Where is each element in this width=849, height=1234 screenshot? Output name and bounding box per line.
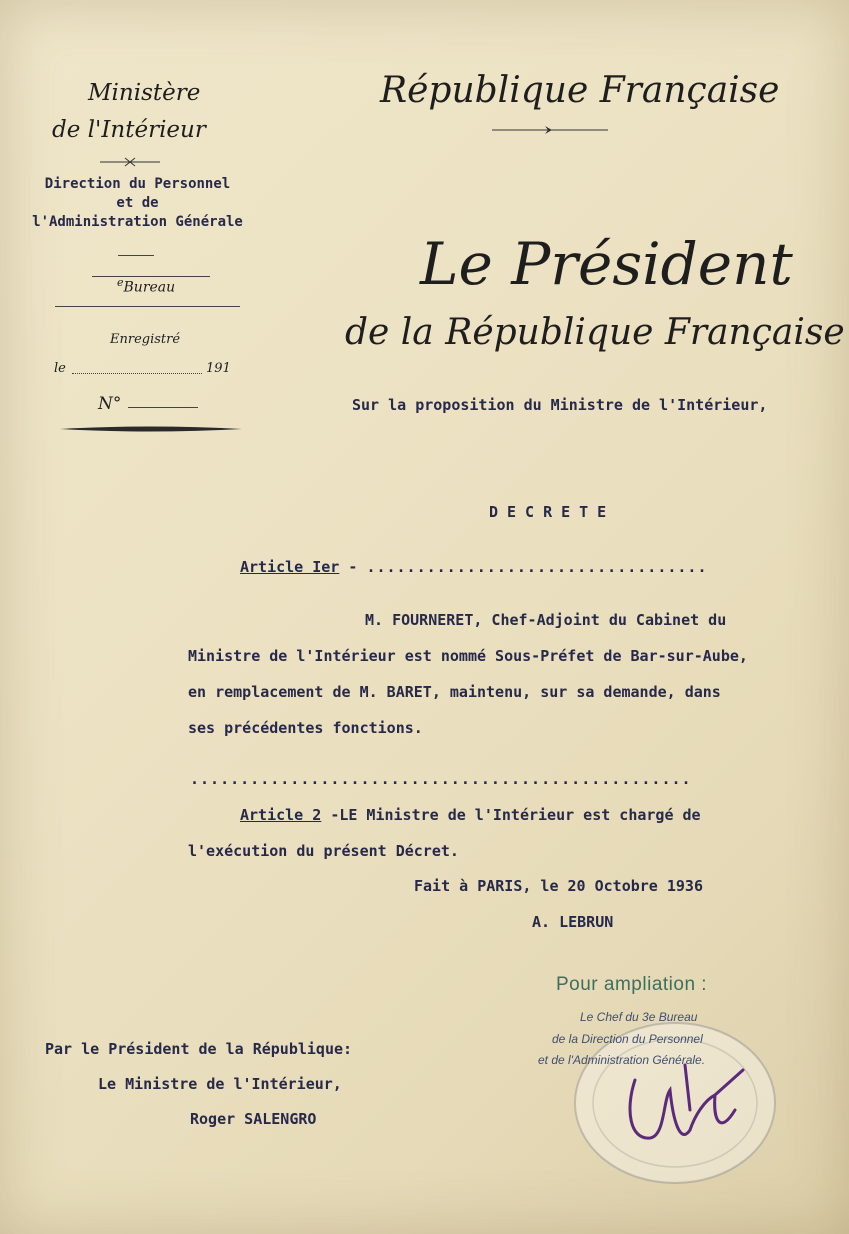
divider-rule: [118, 255, 154, 256]
registered-date-line: [72, 373, 202, 374]
flourish-divider: [58, 422, 244, 436]
countersign-line2: Le Ministre de l'Intérieur,: [98, 1075, 342, 1093]
ornament-divider: [95, 155, 165, 169]
place-date: Fait à PARIS, le 20 Octobre 1936: [414, 877, 703, 895]
ministry-title-line2: de l'Intérieur: [52, 117, 206, 143]
article2-line1: -LE Ministre de l'Intérieur est chargé de: [330, 806, 701, 824]
article1-line1: M. FOURNERET, Chef-Adjoint du Cabinet du: [365, 611, 727, 629]
ministry-title-line1: Ministère: [88, 80, 201, 106]
rule-under-bureau: [55, 306, 240, 307]
article2-line2: l'exécution du présent Décret.: [188, 842, 459, 860]
republic-ornament: [490, 124, 610, 136]
direction-line1: Direction du Personnel: [44, 176, 231, 192]
number-label: N°: [98, 394, 122, 414]
article1-dots: ..................................: [366, 558, 708, 576]
stamp-line3: et de l'Administration Générale.: [538, 1053, 706, 1067]
article1-line2: Ministre de l'Intérieur est nommé Sous-Préfet de Bar-sur-Aube,: [188, 647, 748, 665]
countersign-line3: Roger SALENGRO: [190, 1110, 317, 1128]
article1-row: [240, 558, 707, 576]
registered-le: le: [54, 361, 66, 376]
stamp-line1: Le Chef du 3e Bureau: [580, 1010, 698, 1024]
handwritten-signature: [595, 1060, 755, 1160]
proposal-line: Sur la proposition du Ministre de l'Intérieur,: [352, 396, 768, 414]
republic-heading: République Française: [380, 70, 780, 111]
registered-label: Enregistré: [110, 332, 181, 347]
article1-line4: ses précédentes fonctions.: [188, 719, 423, 737]
direction-line2: et de: [116, 195, 159, 211]
registered-year: 191: [206, 361, 231, 376]
article1-dash: -: [348, 558, 358, 576]
article1-label: Article Ier: [240, 558, 340, 576]
bureau-text: Bureau: [123, 279, 176, 296]
decree-heading: DECRETE: [489, 503, 616, 521]
separator-dots: ..................................................: [190, 770, 692, 788]
stamp-title: Pour ampliation :: [556, 974, 708, 995]
signatory-name: A. LEBRUN: [532, 913, 614, 931]
bureau-prefix: e: [117, 276, 124, 289]
bureau-label: [117, 276, 175, 296]
direction-line3: l'Administration Générale: [32, 214, 243, 230]
number-line: [128, 407, 198, 408]
article1-line3: en remplacement de M. BARET, maintenu, sur sa demande, dans: [188, 683, 721, 701]
stamp-line2: de la Direction du Personnel: [552, 1032, 703, 1046]
president-heading: Le Président: [420, 230, 793, 298]
article2-label: Article 2: [240, 806, 322, 824]
countersign-line1: Par le Président de la République:: [45, 1040, 353, 1058]
article2-row: [240, 806, 701, 824]
president-subheading: de la République Française: [345, 312, 845, 353]
